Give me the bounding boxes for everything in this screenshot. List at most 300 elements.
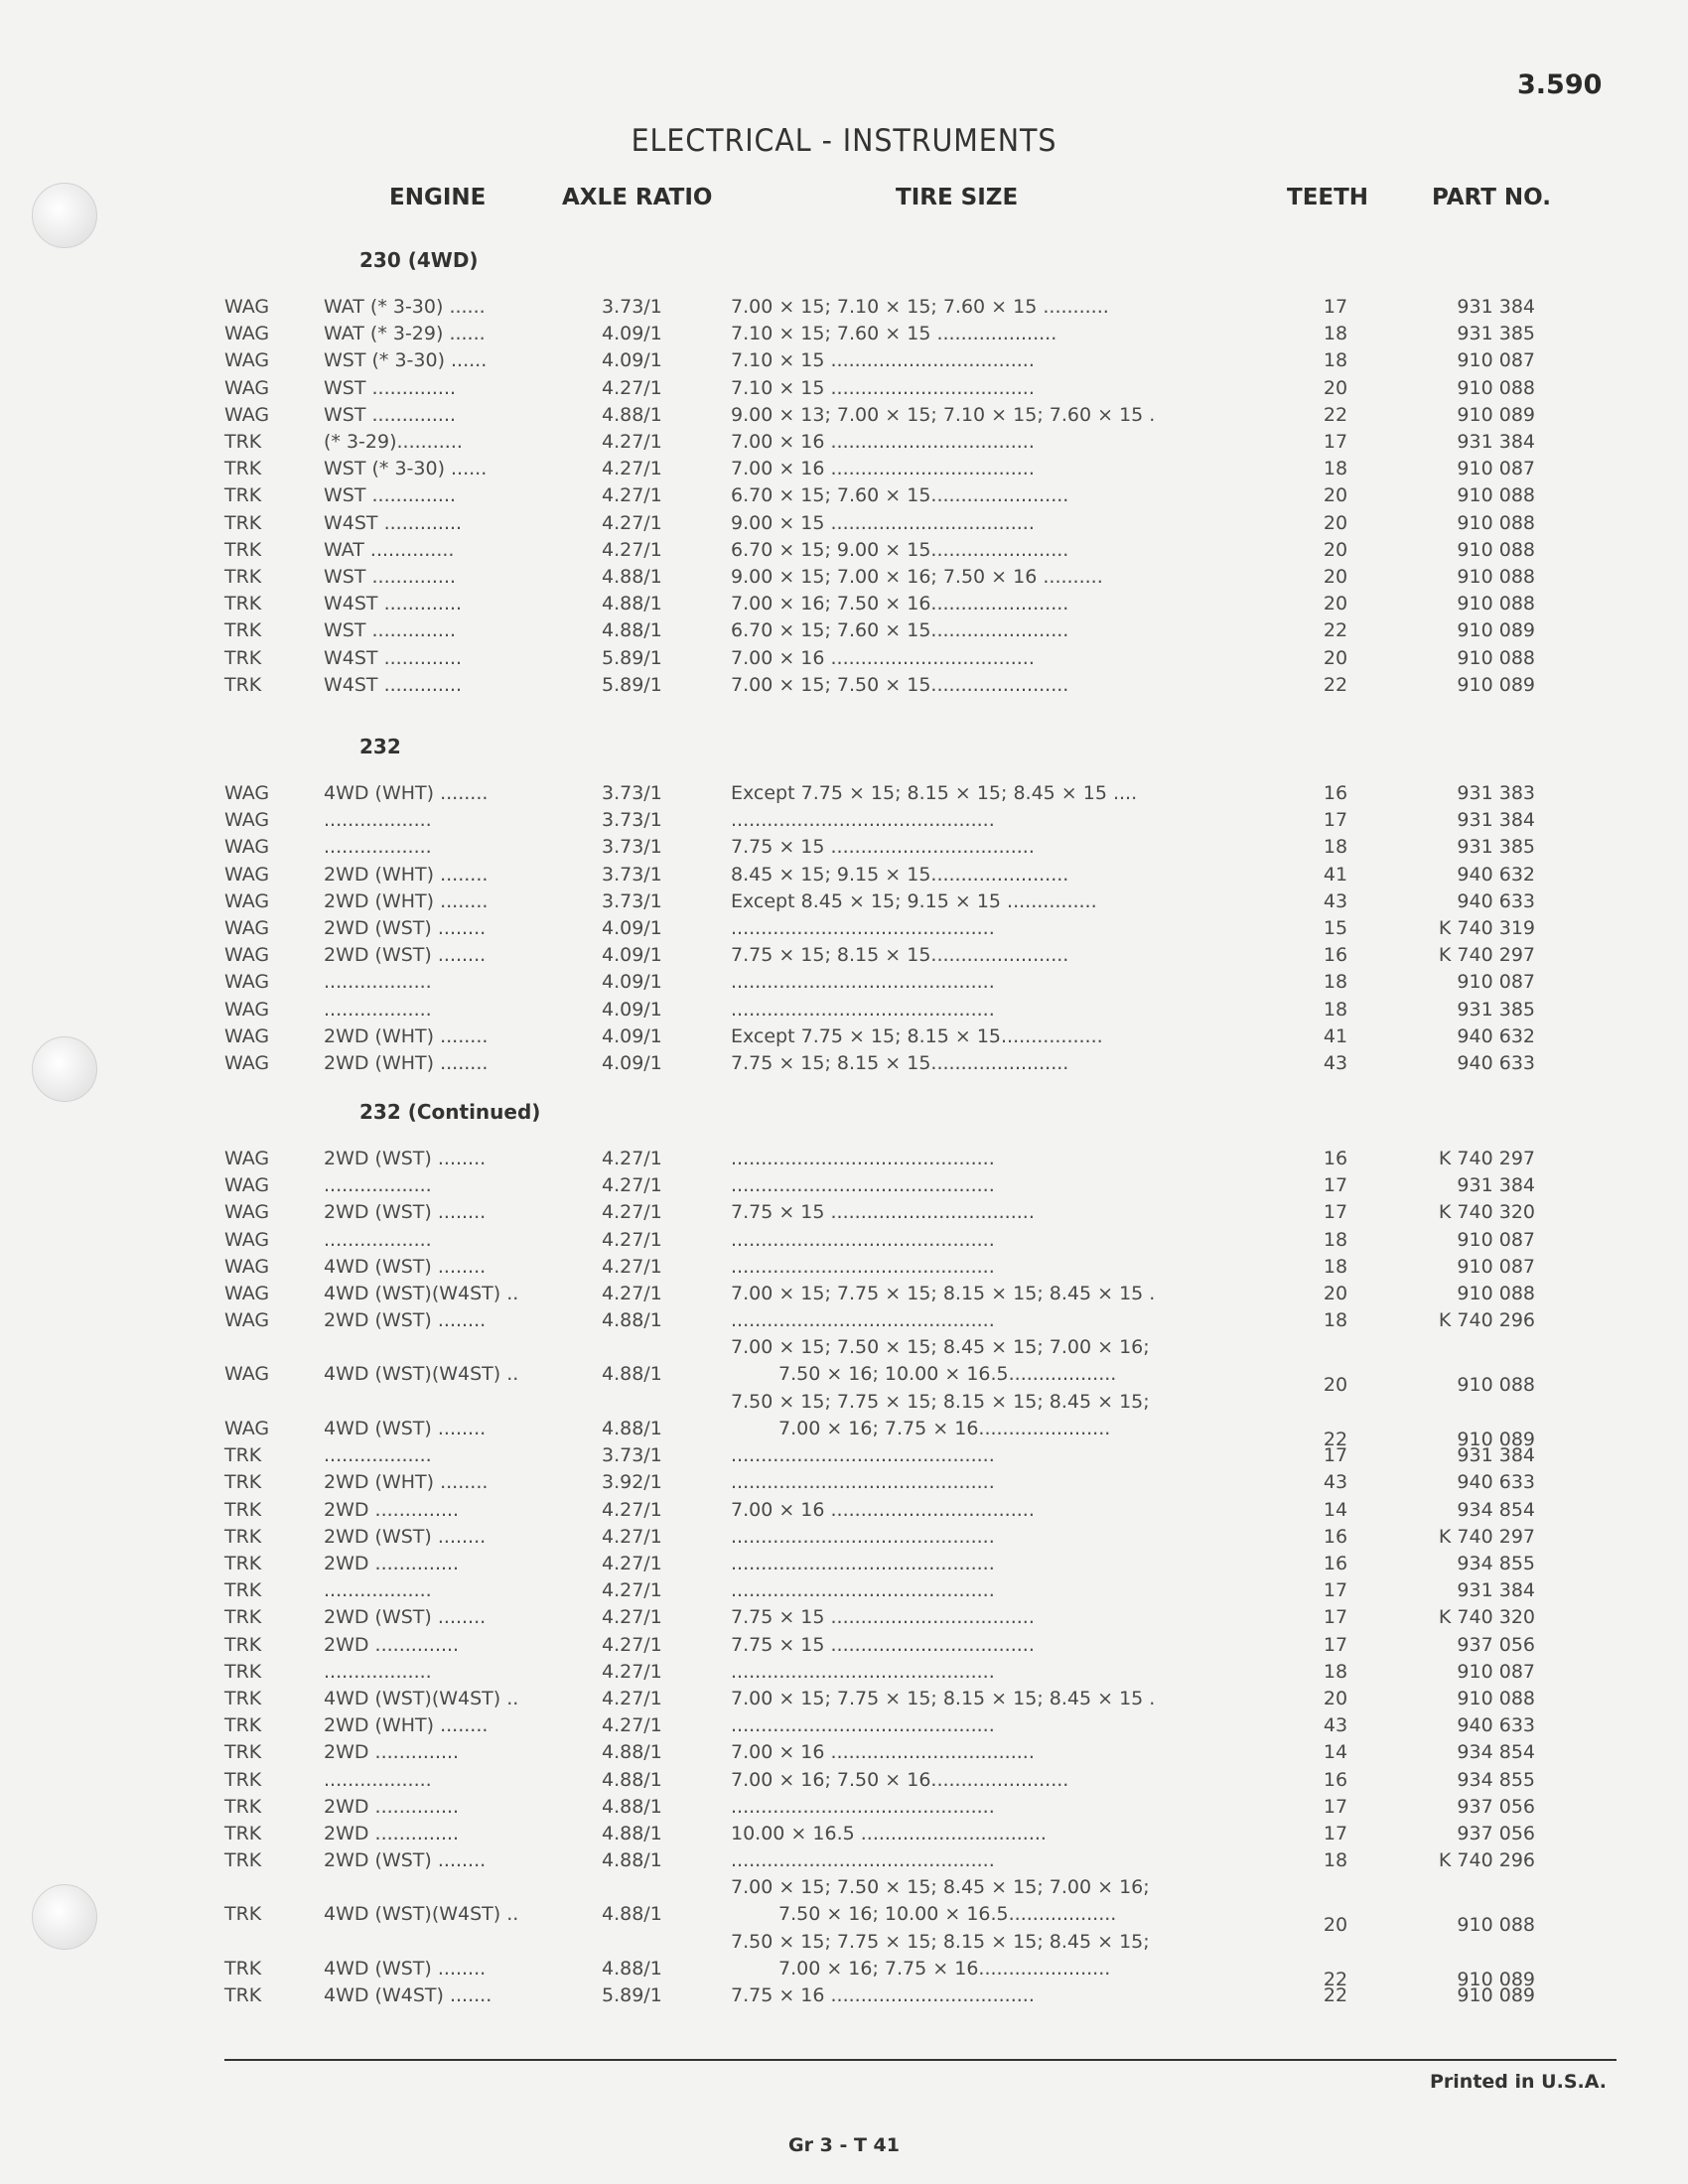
row-part-number: K 740 297 bbox=[1438, 1525, 1535, 1548]
printed-in-usa: Printed in U.S.A. bbox=[1430, 2071, 1607, 2093]
table-row bbox=[0, 1874, 1688, 1937]
row-part-number: K 740 296 bbox=[1438, 1309, 1535, 1332]
section-heading: 230 (4WD) bbox=[359, 248, 479, 272]
row-axle-ratio: 3.92/1 bbox=[602, 1471, 662, 1494]
row-engine: 2WD .............. bbox=[324, 1823, 460, 1844]
row-part-number: 910 087 bbox=[1457, 349, 1535, 372]
row-part-number: 910 088 bbox=[1457, 1688, 1535, 1709]
row-part-number: K 740 296 bbox=[1438, 1849, 1535, 1872]
row-teeth: 22 bbox=[1323, 619, 1348, 642]
table-row bbox=[0, 482, 1688, 509]
table-row bbox=[0, 1847, 1688, 1874]
row-engine: .................. bbox=[324, 809, 432, 832]
row-engine: 4WD (WST) ........ bbox=[324, 1957, 487, 1979]
row-teeth: 16 bbox=[1323, 1525, 1348, 1548]
table-row bbox=[0, 564, 1688, 591]
row-tire-size: 6.70 × 15; 7.60 × 15....................... bbox=[731, 619, 1069, 642]
row-engine: 2WD (WST) ........ bbox=[324, 1525, 487, 1548]
row-vehicle-type: TRK bbox=[224, 1525, 262, 1548]
row-vehicle-type: WAG bbox=[224, 889, 270, 912]
row-vehicle-type: TRK bbox=[224, 1957, 262, 1979]
row-part-number: 910 087 bbox=[1457, 1255, 1535, 1278]
row-tire-size: 7.00 × 16; 7.50 × 16....................... bbox=[731, 593, 1069, 615]
row-vehicle-type: TRK bbox=[224, 673, 262, 696]
table-row bbox=[0, 862, 1688, 888]
row-vehicle-type: TRK bbox=[224, 1660, 262, 1683]
row-part-number: 910 088 bbox=[1457, 566, 1535, 588]
row-axle-ratio: 3.73/1 bbox=[602, 889, 662, 912]
row-part-number: 910 088 bbox=[1457, 1914, 1535, 1937]
row-axle-ratio: 4.27/1 bbox=[602, 458, 662, 480]
row-tire-size: 7.00 × 16; 7.50 × 16....................... bbox=[731, 1768, 1069, 1791]
row-tire-size: 7.00 × 15; 7.10 × 15; 7.60 × 15 ........... bbox=[731, 296, 1109, 318]
row-part-number: 931 383 bbox=[1457, 782, 1535, 804]
table-row bbox=[0, 942, 1688, 969]
row-engine: WST (* 3-30) ...... bbox=[324, 349, 488, 372]
table-row bbox=[0, 1050, 1688, 1077]
table-row bbox=[0, 1739, 1688, 1766]
row-engine: 2WD .............. bbox=[324, 1741, 460, 1764]
row-vehicle-type: TRK bbox=[224, 1579, 262, 1602]
table-row bbox=[0, 1199, 1688, 1226]
row-engine: 2WD (WST) ........ bbox=[324, 944, 487, 967]
row-tire-size: 7.75 × 15 .................................. bbox=[731, 1201, 1035, 1224]
table-row bbox=[0, 1604, 1688, 1631]
row-teeth: 18 bbox=[1323, 998, 1348, 1021]
row-teeth: 20 bbox=[1323, 646, 1348, 669]
row-vehicle-type: TRK bbox=[224, 1795, 262, 1818]
row-vehicle-type: WAG bbox=[224, 1052, 270, 1074]
row-tire-size: ............................................ bbox=[731, 1255, 995, 1278]
row-tire-size: 7.75 × 15 .................................. bbox=[731, 1633, 1035, 1656]
row-tire-size: 7.75 × 15; 8.15 × 15....................... bbox=[731, 944, 1069, 967]
row-tire-size: 7.00 × 16 .................................. bbox=[731, 431, 1035, 453]
table-row bbox=[0, 1497, 1688, 1524]
row-tire-size: ............................................ bbox=[731, 1525, 995, 1548]
row-part-number: 910 088 bbox=[1457, 1283, 1535, 1304]
row-axle-ratio: 3.73/1 bbox=[602, 1444, 662, 1467]
table-row bbox=[0, 1982, 1688, 2009]
row-teeth: 18 bbox=[1323, 1309, 1348, 1332]
row-engine: WST .............. bbox=[324, 484, 457, 507]
row-tire-size: 7.00 × 15; 7.50 × 15....................... bbox=[731, 673, 1069, 696]
row-vehicle-type: WAG bbox=[224, 971, 270, 994]
table-row bbox=[0, 1712, 1688, 1739]
row-tire-size: 7.00 × 15; 7.75 × 15; 8.15 × 15; 8.45 × 15 . bbox=[731, 1283, 1156, 1304]
row-vehicle-type: TRK bbox=[224, 619, 262, 642]
row-engine: WAT (* 3-29) ...... bbox=[324, 323, 486, 345]
row-part-number: 940 633 bbox=[1457, 1052, 1535, 1074]
row-vehicle-type: TRK bbox=[224, 1984, 262, 2007]
row-teeth: 22 bbox=[1323, 403, 1348, 426]
row-tire-size: ............................................ bbox=[731, 998, 995, 1021]
header-teeth: TEETH bbox=[1287, 185, 1369, 210]
row-engine: WST .............. bbox=[324, 619, 457, 642]
row-vehicle-type: TRK bbox=[224, 593, 262, 615]
row-teeth: 43 bbox=[1323, 1471, 1348, 1494]
row-part-number: 910 089 bbox=[1457, 1968, 1535, 1990]
row-tire-size-line-2: 7.50 × 16; 10.00 × 16.5.................. bbox=[778, 1363, 1117, 1386]
row-part-number: 934 854 bbox=[1457, 1498, 1535, 1521]
row-tire-size: ............................................ bbox=[731, 917, 995, 939]
table-row bbox=[0, 1442, 1688, 1469]
row-tire-size: ............................................ bbox=[731, 1849, 995, 1872]
header-part-no: PART NO. bbox=[1432, 185, 1551, 210]
table-row bbox=[0, 1821, 1688, 1847]
row-vehicle-type: WAG bbox=[224, 1309, 270, 1332]
table-row bbox=[0, 1227, 1688, 1254]
row-teeth: 17 bbox=[1323, 809, 1348, 832]
row-tire-size-line-1: 7.00 × 15; 7.50 × 15; 8.45 × 15; 7.00 × 16; bbox=[731, 1336, 1150, 1359]
row-part-number: 931 384 bbox=[1457, 1444, 1535, 1467]
row-axle-ratio: 3.73/1 bbox=[602, 836, 662, 859]
row-teeth: 16 bbox=[1323, 1148, 1348, 1169]
row-teeth: 15 bbox=[1323, 917, 1348, 939]
row-axle-ratio: 4.27/1 bbox=[602, 1255, 662, 1278]
row-tire-size: 7.00 × 16 .................................. bbox=[731, 458, 1035, 480]
row-vehicle-type: TRK bbox=[224, 1903, 262, 1926]
row-tire-size: 9.00 × 15 .................................. bbox=[731, 511, 1035, 534]
row-vehicle-type: TRK bbox=[224, 1498, 262, 1521]
row-axle-ratio: 4.09/1 bbox=[602, 323, 662, 345]
row-tire-size: ............................................ bbox=[731, 1471, 995, 1494]
row-engine: 4WD (W4ST) ....... bbox=[324, 1984, 492, 2007]
row-vehicle-type: WAG bbox=[224, 323, 270, 345]
row-axle-ratio: 5.89/1 bbox=[602, 1984, 662, 2007]
row-axle-ratio: 4.09/1 bbox=[602, 349, 662, 372]
row-part-number: 934 855 bbox=[1457, 1768, 1535, 1791]
row-engine: WST .............. bbox=[324, 376, 457, 399]
row-part-number: 940 632 bbox=[1457, 863, 1535, 886]
row-tire-size: 6.70 × 15; 7.60 × 15....................... bbox=[731, 484, 1069, 507]
row-engine: 2WD .............. bbox=[324, 1795, 460, 1818]
row-engine: 2WD (WHT) ........ bbox=[324, 1471, 489, 1494]
row-engine: 2WD (WST) ........ bbox=[324, 1309, 487, 1332]
header-axle-ratio: AXLE RATIO bbox=[562, 185, 713, 210]
row-part-number: 940 633 bbox=[1457, 1471, 1535, 1494]
row-axle-ratio: 4.27/1 bbox=[602, 1660, 662, 1683]
row-teeth: 17 bbox=[1323, 1579, 1348, 1602]
row-engine: 4WD (WST)(W4ST) .. bbox=[324, 1688, 519, 1709]
row-axle-ratio: 3.73/1 bbox=[602, 296, 662, 318]
row-engine: WST (* 3-30) ...... bbox=[324, 458, 488, 480]
row-tire-size: Except 7.75 × 15; 8.15 × 15; 8.45 × 15 .... bbox=[731, 782, 1138, 804]
row-tire-size: 7.75 × 15 .................................. bbox=[731, 1606, 1035, 1629]
row-tire-size bbox=[731, 1874, 1227, 1928]
row-teeth: 17 bbox=[1323, 296, 1348, 318]
row-tire-size bbox=[731, 1334, 1227, 1388]
row-teeth: 17 bbox=[1323, 1795, 1348, 1818]
row-part-number: 931 384 bbox=[1457, 809, 1535, 832]
row-part-number: 910 089 bbox=[1457, 619, 1535, 642]
row-vehicle-type: WAG bbox=[224, 782, 270, 804]
row-axle-ratio: 4.27/1 bbox=[602, 538, 662, 561]
row-axle-ratio: 4.09/1 bbox=[602, 1024, 662, 1047]
row-engine: .................. bbox=[324, 1579, 432, 1602]
row-vehicle-type: TRK bbox=[224, 458, 262, 480]
row-teeth: 20 bbox=[1323, 511, 1348, 534]
row-vehicle-type: TRK bbox=[224, 566, 262, 588]
row-vehicle-type: TRK bbox=[224, 1823, 262, 1844]
row-axle-ratio: 4.88/1 bbox=[602, 593, 662, 615]
row-engine: .................. bbox=[324, 1660, 432, 1683]
row-tire-size: ............................................ bbox=[731, 1309, 995, 1332]
row-tire-size-line-1: 7.50 × 15; 7.75 × 15; 8.15 × 15; 8.45 × 15; bbox=[731, 1390, 1150, 1413]
row-tire-size: Except 7.75 × 15; 8.15 × 15................. bbox=[731, 1024, 1103, 1047]
row-teeth: 43 bbox=[1323, 1052, 1348, 1074]
row-tire-size: 7.00 × 16 .................................. bbox=[731, 646, 1035, 669]
row-axle-ratio: 4.88/1 bbox=[602, 1903, 662, 1926]
row-engine: WST .............. bbox=[324, 566, 457, 588]
row-part-number: 937 056 bbox=[1457, 1633, 1535, 1656]
row-engine: WAT (* 3-30) ...... bbox=[324, 296, 486, 318]
row-vehicle-type: TRK bbox=[224, 1688, 262, 1709]
row-teeth: 20 bbox=[1323, 1283, 1348, 1304]
row-tire-size: ............................................ bbox=[731, 1174, 995, 1197]
row-tire-size: 7.10 × 15 .................................. bbox=[731, 349, 1035, 372]
row-vehicle-type: WAG bbox=[224, 1201, 270, 1224]
row-engine: .................. bbox=[324, 1768, 432, 1791]
row-tire-size: 6.70 × 15; 9.00 × 15....................... bbox=[731, 538, 1069, 561]
table-row bbox=[0, 347, 1688, 374]
row-vehicle-type: WAG bbox=[224, 836, 270, 859]
row-engine: (* 3-29)........... bbox=[324, 431, 463, 453]
row-vehicle-type: TRK bbox=[224, 1606, 262, 1629]
row-tire-size: ............................................ bbox=[731, 1444, 995, 1467]
row-tire-size: ............................................ bbox=[731, 809, 995, 832]
row-axle-ratio: 4.27/1 bbox=[602, 1579, 662, 1602]
row-engine: 2WD .............. bbox=[324, 1553, 460, 1574]
row-axle-ratio: 4.88/1 bbox=[602, 1768, 662, 1791]
table-row bbox=[0, 997, 1688, 1024]
row-axle-ratio: 4.27/1 bbox=[602, 1498, 662, 1521]
row-tire-size: 7.75 × 16 .................................. bbox=[731, 1984, 1035, 2007]
row-vehicle-type: TRK bbox=[224, 646, 262, 669]
row-engine: 4WD (WST)(W4ST) .. bbox=[324, 1283, 519, 1304]
row-engine: 4WD (WHT) ........ bbox=[324, 782, 489, 804]
row-teeth: 18 bbox=[1323, 836, 1348, 859]
row-teeth: 22 bbox=[1323, 1968, 1348, 1990]
row-teeth: 17 bbox=[1323, 1633, 1348, 1656]
row-vehicle-type: WAG bbox=[224, 917, 270, 939]
header-engine: ENGINE bbox=[389, 185, 487, 210]
row-teeth: 18 bbox=[1323, 971, 1348, 994]
row-vehicle-type: WAG bbox=[224, 1363, 270, 1386]
row-part-number: 937 056 bbox=[1457, 1823, 1535, 1844]
row-tire-size: 7.10 × 15 .................................. bbox=[731, 376, 1035, 399]
row-axle-ratio: 4.27/1 bbox=[602, 1148, 662, 1169]
row-axle-ratio: 4.88/1 bbox=[602, 1363, 662, 1386]
row-part-number: 940 633 bbox=[1457, 1714, 1535, 1737]
row-part-number: K 740 320 bbox=[1438, 1201, 1535, 1224]
row-teeth: 14 bbox=[1323, 1498, 1348, 1521]
row-part-number: 940 633 bbox=[1457, 889, 1535, 912]
row-teeth: 16 bbox=[1323, 1553, 1348, 1574]
row-vehicle-type: WAG bbox=[224, 998, 270, 1021]
row-teeth: 20 bbox=[1323, 484, 1348, 507]
table-row bbox=[0, 780, 1688, 807]
table-row bbox=[0, 1551, 1688, 1577]
row-vehicle-type: TRK bbox=[224, 1714, 262, 1737]
row-engine: WAT .............. bbox=[324, 538, 455, 561]
row-vehicle-type: TRK bbox=[224, 511, 262, 534]
row-engine: 4WD (WST)(W4ST) .. bbox=[324, 1363, 519, 1386]
table-row bbox=[0, 672, 1688, 699]
row-vehicle-type: TRK bbox=[224, 1553, 262, 1574]
table-row bbox=[0, 1334, 1688, 1397]
row-vehicle-type: WAG bbox=[224, 403, 270, 426]
table-row bbox=[0, 1524, 1688, 1551]
row-axle-ratio: 4.27/1 bbox=[602, 1633, 662, 1656]
row-part-number: 910 089 bbox=[1457, 1428, 1535, 1450]
row-engine: W4ST ............. bbox=[324, 673, 463, 696]
table-row bbox=[0, 1281, 1688, 1307]
row-axle-ratio: 4.27/1 bbox=[602, 1714, 662, 1737]
row-vehicle-type: TRK bbox=[224, 484, 262, 507]
row-vehicle-type: WAG bbox=[224, 349, 270, 372]
row-teeth: 18 bbox=[1323, 458, 1348, 480]
row-tire-size: ............................................ bbox=[731, 1660, 995, 1683]
row-vehicle-type: WAG bbox=[224, 944, 270, 967]
row-axle-ratio: 4.88/1 bbox=[602, 1741, 662, 1764]
row-teeth: 16 bbox=[1323, 944, 1348, 967]
page-title: ELECTRICAL - INSTRUMENTS bbox=[631, 123, 1057, 159]
row-engine: .................. bbox=[324, 998, 432, 1021]
row-axle-ratio: 4.88/1 bbox=[602, 1849, 662, 1872]
row-engine: 2WD (WHT) ........ bbox=[324, 1024, 489, 1047]
row-engine: 2WD (WST) ........ bbox=[324, 1201, 487, 1224]
row-axle-ratio: 4.88/1 bbox=[602, 403, 662, 426]
table-row bbox=[0, 1172, 1688, 1199]
row-axle-ratio: 4.88/1 bbox=[602, 619, 662, 642]
row-part-number: 910 088 bbox=[1457, 484, 1535, 507]
row-vehicle-type: WAG bbox=[224, 1255, 270, 1278]
row-engine: .................. bbox=[324, 836, 432, 859]
row-axle-ratio: 4.27/1 bbox=[602, 1688, 662, 1709]
row-teeth: 17 bbox=[1323, 431, 1348, 453]
row-teeth: 18 bbox=[1323, 1255, 1348, 1278]
table-row bbox=[0, 834, 1688, 861]
row-vehicle-type: TRK bbox=[224, 1633, 262, 1656]
row-axle-ratio: 4.09/1 bbox=[602, 1052, 662, 1074]
row-tire-size: ............................................ bbox=[731, 1228, 995, 1251]
row-axle-ratio: 4.27/1 bbox=[602, 484, 662, 507]
row-engine: 2WD (WST) ........ bbox=[324, 1849, 487, 1872]
table-row bbox=[0, 375, 1688, 402]
row-teeth: 18 bbox=[1323, 349, 1348, 372]
row-teeth: 43 bbox=[1323, 889, 1348, 912]
table-row bbox=[0, 321, 1688, 347]
row-tire-size: 9.00 × 15; 7.00 × 16; 7.50 × 16 .......... bbox=[731, 566, 1103, 588]
table-row bbox=[0, 915, 1688, 942]
row-teeth: 18 bbox=[1323, 1228, 1348, 1251]
row-teeth: 20 bbox=[1323, 376, 1348, 399]
section-heading: 232 (Continued) bbox=[359, 1100, 541, 1124]
row-engine: 2WD .............. bbox=[324, 1498, 460, 1521]
row-tire-size bbox=[731, 1389, 1227, 1442]
row-vehicle-type: WAG bbox=[224, 1417, 270, 1439]
row-engine: .................. bbox=[324, 1444, 432, 1467]
table-row bbox=[0, 645, 1688, 672]
row-axle-ratio: 4.27/1 bbox=[602, 1201, 662, 1224]
table-row bbox=[0, 1024, 1688, 1050]
row-part-number: 910 087 bbox=[1457, 1660, 1535, 1683]
row-axle-ratio: 4.09/1 bbox=[602, 971, 662, 994]
row-tire-size: 7.00 × 16 .................................. bbox=[731, 1741, 1035, 1764]
row-part-number: K 740 319 bbox=[1438, 917, 1535, 939]
table-row bbox=[0, 969, 1688, 996]
table-row bbox=[0, 1146, 1688, 1172]
row-axle-ratio: 4.09/1 bbox=[602, 917, 662, 939]
row-tire-size-line-1: 7.00 × 15; 7.50 × 15; 8.45 × 15; 7.00 × 16; bbox=[731, 1876, 1150, 1899]
row-part-number: 934 854 bbox=[1457, 1741, 1535, 1764]
row-tire-size-line-2: 7.00 × 16; 7.75 × 16...................... bbox=[778, 1417, 1111, 1439]
row-tire-size: ............................................ bbox=[731, 1148, 995, 1169]
row-tire-size: 7.75 × 15; 8.15 × 15....................... bbox=[731, 1052, 1069, 1074]
table-row bbox=[0, 1632, 1688, 1659]
row-teeth: 16 bbox=[1323, 782, 1348, 804]
row-vehicle-type: WAG bbox=[224, 1283, 270, 1304]
row-part-number: 931 385 bbox=[1457, 998, 1535, 1021]
row-vehicle-type: TRK bbox=[224, 1849, 262, 1872]
row-engine: 2WD (WHT) ........ bbox=[324, 889, 489, 912]
row-vehicle-type: WAG bbox=[224, 376, 270, 399]
row-tire-size: 7.75 × 15 .................................. bbox=[731, 836, 1035, 859]
row-teeth: 18 bbox=[1323, 1849, 1348, 1872]
row-part-number: 910 088 bbox=[1457, 538, 1535, 561]
row-teeth: 17 bbox=[1323, 1606, 1348, 1629]
row-tire-size: ............................................ bbox=[731, 971, 995, 994]
footer-code: Gr 3 - T 41 bbox=[788, 2134, 900, 2156]
row-part-number: 910 088 bbox=[1457, 646, 1535, 669]
table-row bbox=[0, 1254, 1688, 1281]
row-tire-size-line-2: 7.50 × 16; 10.00 × 16.5.................. bbox=[778, 1903, 1117, 1926]
row-tire-size: 7.00 × 15; 7.75 × 15; 8.15 × 15; 8.45 × 15 . bbox=[731, 1688, 1156, 1709]
row-tire-size: ............................................ bbox=[731, 1714, 995, 1737]
row-teeth: 18 bbox=[1323, 1660, 1348, 1683]
row-teeth: 41 bbox=[1323, 863, 1348, 886]
row-vehicle-type: TRK bbox=[224, 431, 262, 453]
row-engine: .................. bbox=[324, 1228, 432, 1251]
row-tire-size: 9.00 × 13; 7.00 × 15; 7.10 × 15; 7.60 × 15 . bbox=[731, 403, 1156, 426]
row-tire-size: 10.00 × 16.5 ............................... bbox=[731, 1823, 1047, 1844]
row-teeth: 41 bbox=[1323, 1024, 1348, 1047]
row-part-number: 910 088 bbox=[1457, 593, 1535, 615]
row-part-number: 910 089 bbox=[1457, 403, 1535, 426]
row-engine: 4WD (WST) ........ bbox=[324, 1417, 487, 1439]
row-part-number: 940 632 bbox=[1457, 1024, 1535, 1047]
row-engine: 2WD (WHT) ........ bbox=[324, 1052, 489, 1074]
row-engine: W4ST ............. bbox=[324, 511, 463, 534]
row-teeth: 17 bbox=[1323, 1444, 1348, 1467]
row-teeth: 43 bbox=[1323, 1714, 1348, 1737]
row-vehicle-type: WAG bbox=[224, 296, 270, 318]
row-teeth: 17 bbox=[1323, 1174, 1348, 1197]
row-axle-ratio: 4.27/1 bbox=[602, 1525, 662, 1548]
row-teeth: 20 bbox=[1323, 1688, 1348, 1709]
row-vehicle-type: TRK bbox=[224, 1768, 262, 1791]
row-axle-ratio: 5.89/1 bbox=[602, 673, 662, 696]
row-part-number: 934 855 bbox=[1457, 1553, 1535, 1574]
row-teeth: 20 bbox=[1323, 1374, 1348, 1397]
row-axle-ratio: 4.27/1 bbox=[602, 1283, 662, 1304]
table-row bbox=[0, 537, 1688, 564]
row-axle-ratio: 4.09/1 bbox=[602, 944, 662, 967]
row-vehicle-type: WAG bbox=[224, 1174, 270, 1197]
row-engine: 4WD (WST)(W4ST) .. bbox=[324, 1903, 519, 1926]
row-tire-size: ............................................ bbox=[731, 1795, 995, 1818]
row-tire-size: 8.45 × 15; 9.15 × 15....................... bbox=[731, 863, 1069, 886]
